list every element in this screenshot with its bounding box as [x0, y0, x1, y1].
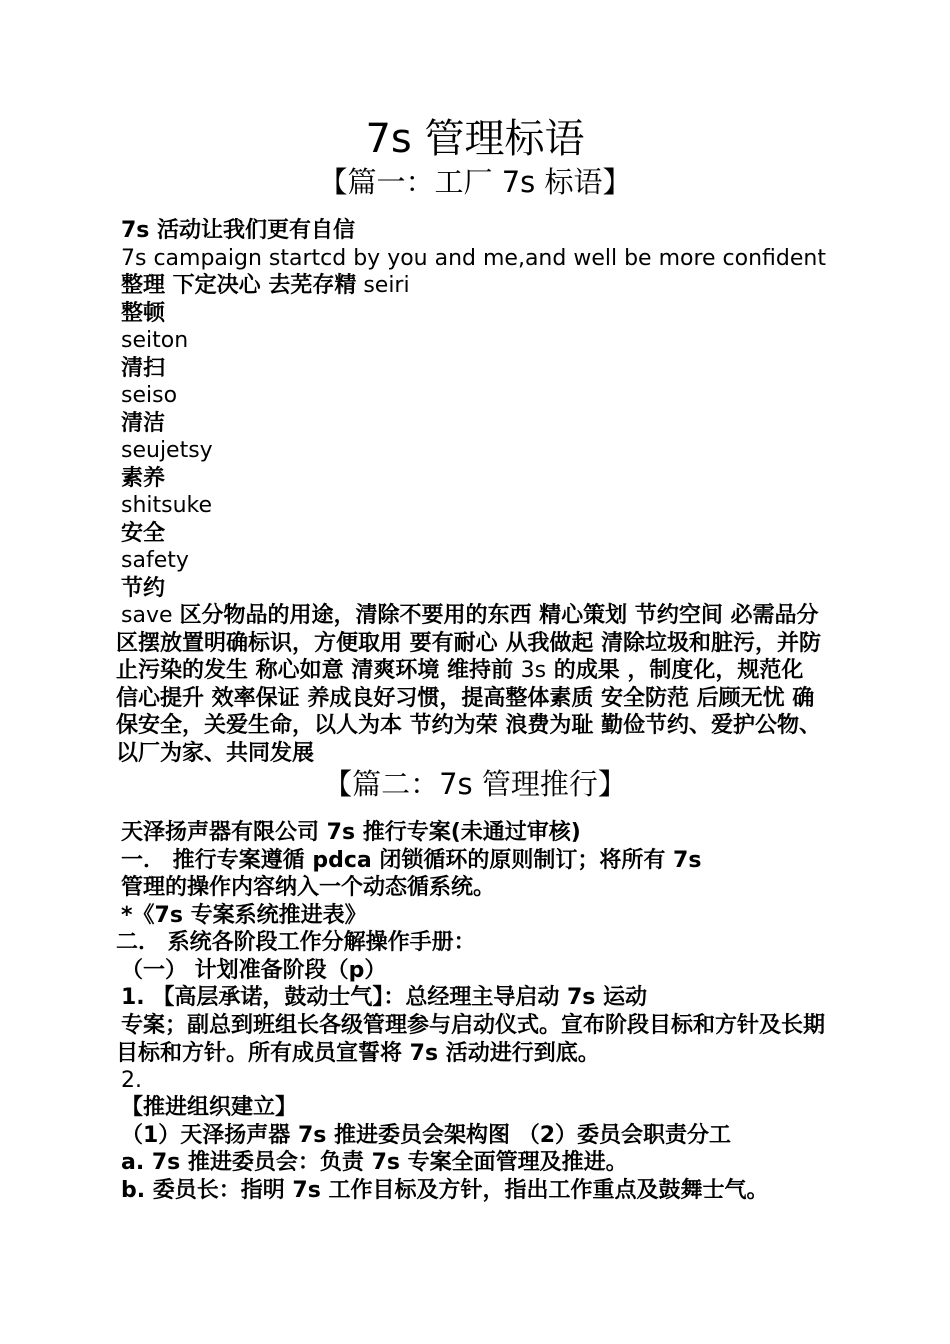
- seiri-line: [121, 272, 410, 299]
- step-1-paragraph: 专案；副总到班组长各级管理参与启动仪式。宣布阶段目标和方针及长期目标和方针。所有成员宣誓将 7s 活动进行到底。: [116, 1013, 826, 1066]
- principle-line-cont: 管理的操作内容纳入一个动态循系统。: [121, 875, 496, 900]
- step-1-line: 1. 【高层承诺，鼓动士气】：总经理主导启动 7s 运动: [121, 985, 648, 1010]
- step-2-number: 2.: [121, 1068, 142, 1093]
- safety-label: 安全: [121, 521, 166, 546]
- project-title-line: 天泽扬声器有限公司 7s 推行专案(未通过审核): [121, 820, 581, 845]
- seiton-term: seiton: [121, 328, 189, 353]
- committee-structure-line: （1）天泽扬声器 7s 推进委员会架构图 （2）委员会职责分工: [121, 1123, 731, 1148]
- slogan-text-a: 区分物品的用途，清除不要用的东西 精心策划 节约空间 必需品分区摆放置明确标识，方便取用 要有耐心 从我做起 清除垃圾和脏污，并防止污染的发生 称心如意 清爽环境 维持前: [116, 603, 821, 683]
- manual-heading: 二． 系统各阶段工作分解操作手册：: [116, 930, 476, 955]
- slogan-paragraph: [116, 602, 832, 767]
- seiso-label: 清扫: [121, 356, 166, 381]
- seiketsu-label: 清洁: [121, 411, 166, 436]
- seiton-label: 整顿: [121, 301, 166, 326]
- committee-duty-b: b. 委员长：指明 7s 工作目标及方针，指出工作重点及鼓舞士气。: [121, 1178, 769, 1203]
- slogan-3s: 3s: [520, 658, 547, 683]
- safety-term: safety: [121, 548, 189, 573]
- seiso-term: seiso: [121, 383, 178, 408]
- save-label: 节约: [121, 576, 166, 601]
- slogan-text-b: 的成果 ，制度化，规范化 信心提升 效率保证 养成良好习惯，提高整体素质 安全防范 后顾无忧 确保安全，关爱生命，以人为本 节约为荣 浪费为耻 勤俭节约、爱护公物、以厂为家、共同发展: [116, 658, 821, 766]
- seiri-term: seiri: [356, 273, 410, 298]
- section-heading-1: 【篇一：工厂 7s 标语】: [318, 165, 632, 199]
- principle-line: 一． 推行专案遵循 pdca 闭锁循环的原则制订；将所有 7s: [121, 848, 702, 873]
- shitsuke-label: 素养: [121, 466, 166, 491]
- slogan-line: 7s 活动让我们更有自信: [121, 218, 356, 243]
- committee-duty-a: a. 7s 推进委员会：负责 7s 专案全面管理及推进。: [121, 1150, 628, 1175]
- english-slogan-line: 7s campaign startcd by you and me,and well be more confident: [121, 246, 826, 271]
- step-2-heading: 【推进组织建立】: [121, 1095, 298, 1120]
- section-heading-2: 【篇二：7s 管理推行】: [323, 767, 627, 801]
- save-term: save: [121, 603, 180, 628]
- document-title: 7s 管理标语: [365, 116, 585, 162]
- plan-phase-heading: （一） 计划准备阶段（p）: [121, 958, 387, 983]
- shitsuke-term: shitsuke: [121, 493, 213, 518]
- system-table-line: *《7s 专案系统推进表》: [121, 903, 367, 928]
- seiketsu-term: seujetsy: [121, 438, 213, 463]
- seiri-label: 整理 下定决心 去芜存精: [121, 273, 357, 298]
